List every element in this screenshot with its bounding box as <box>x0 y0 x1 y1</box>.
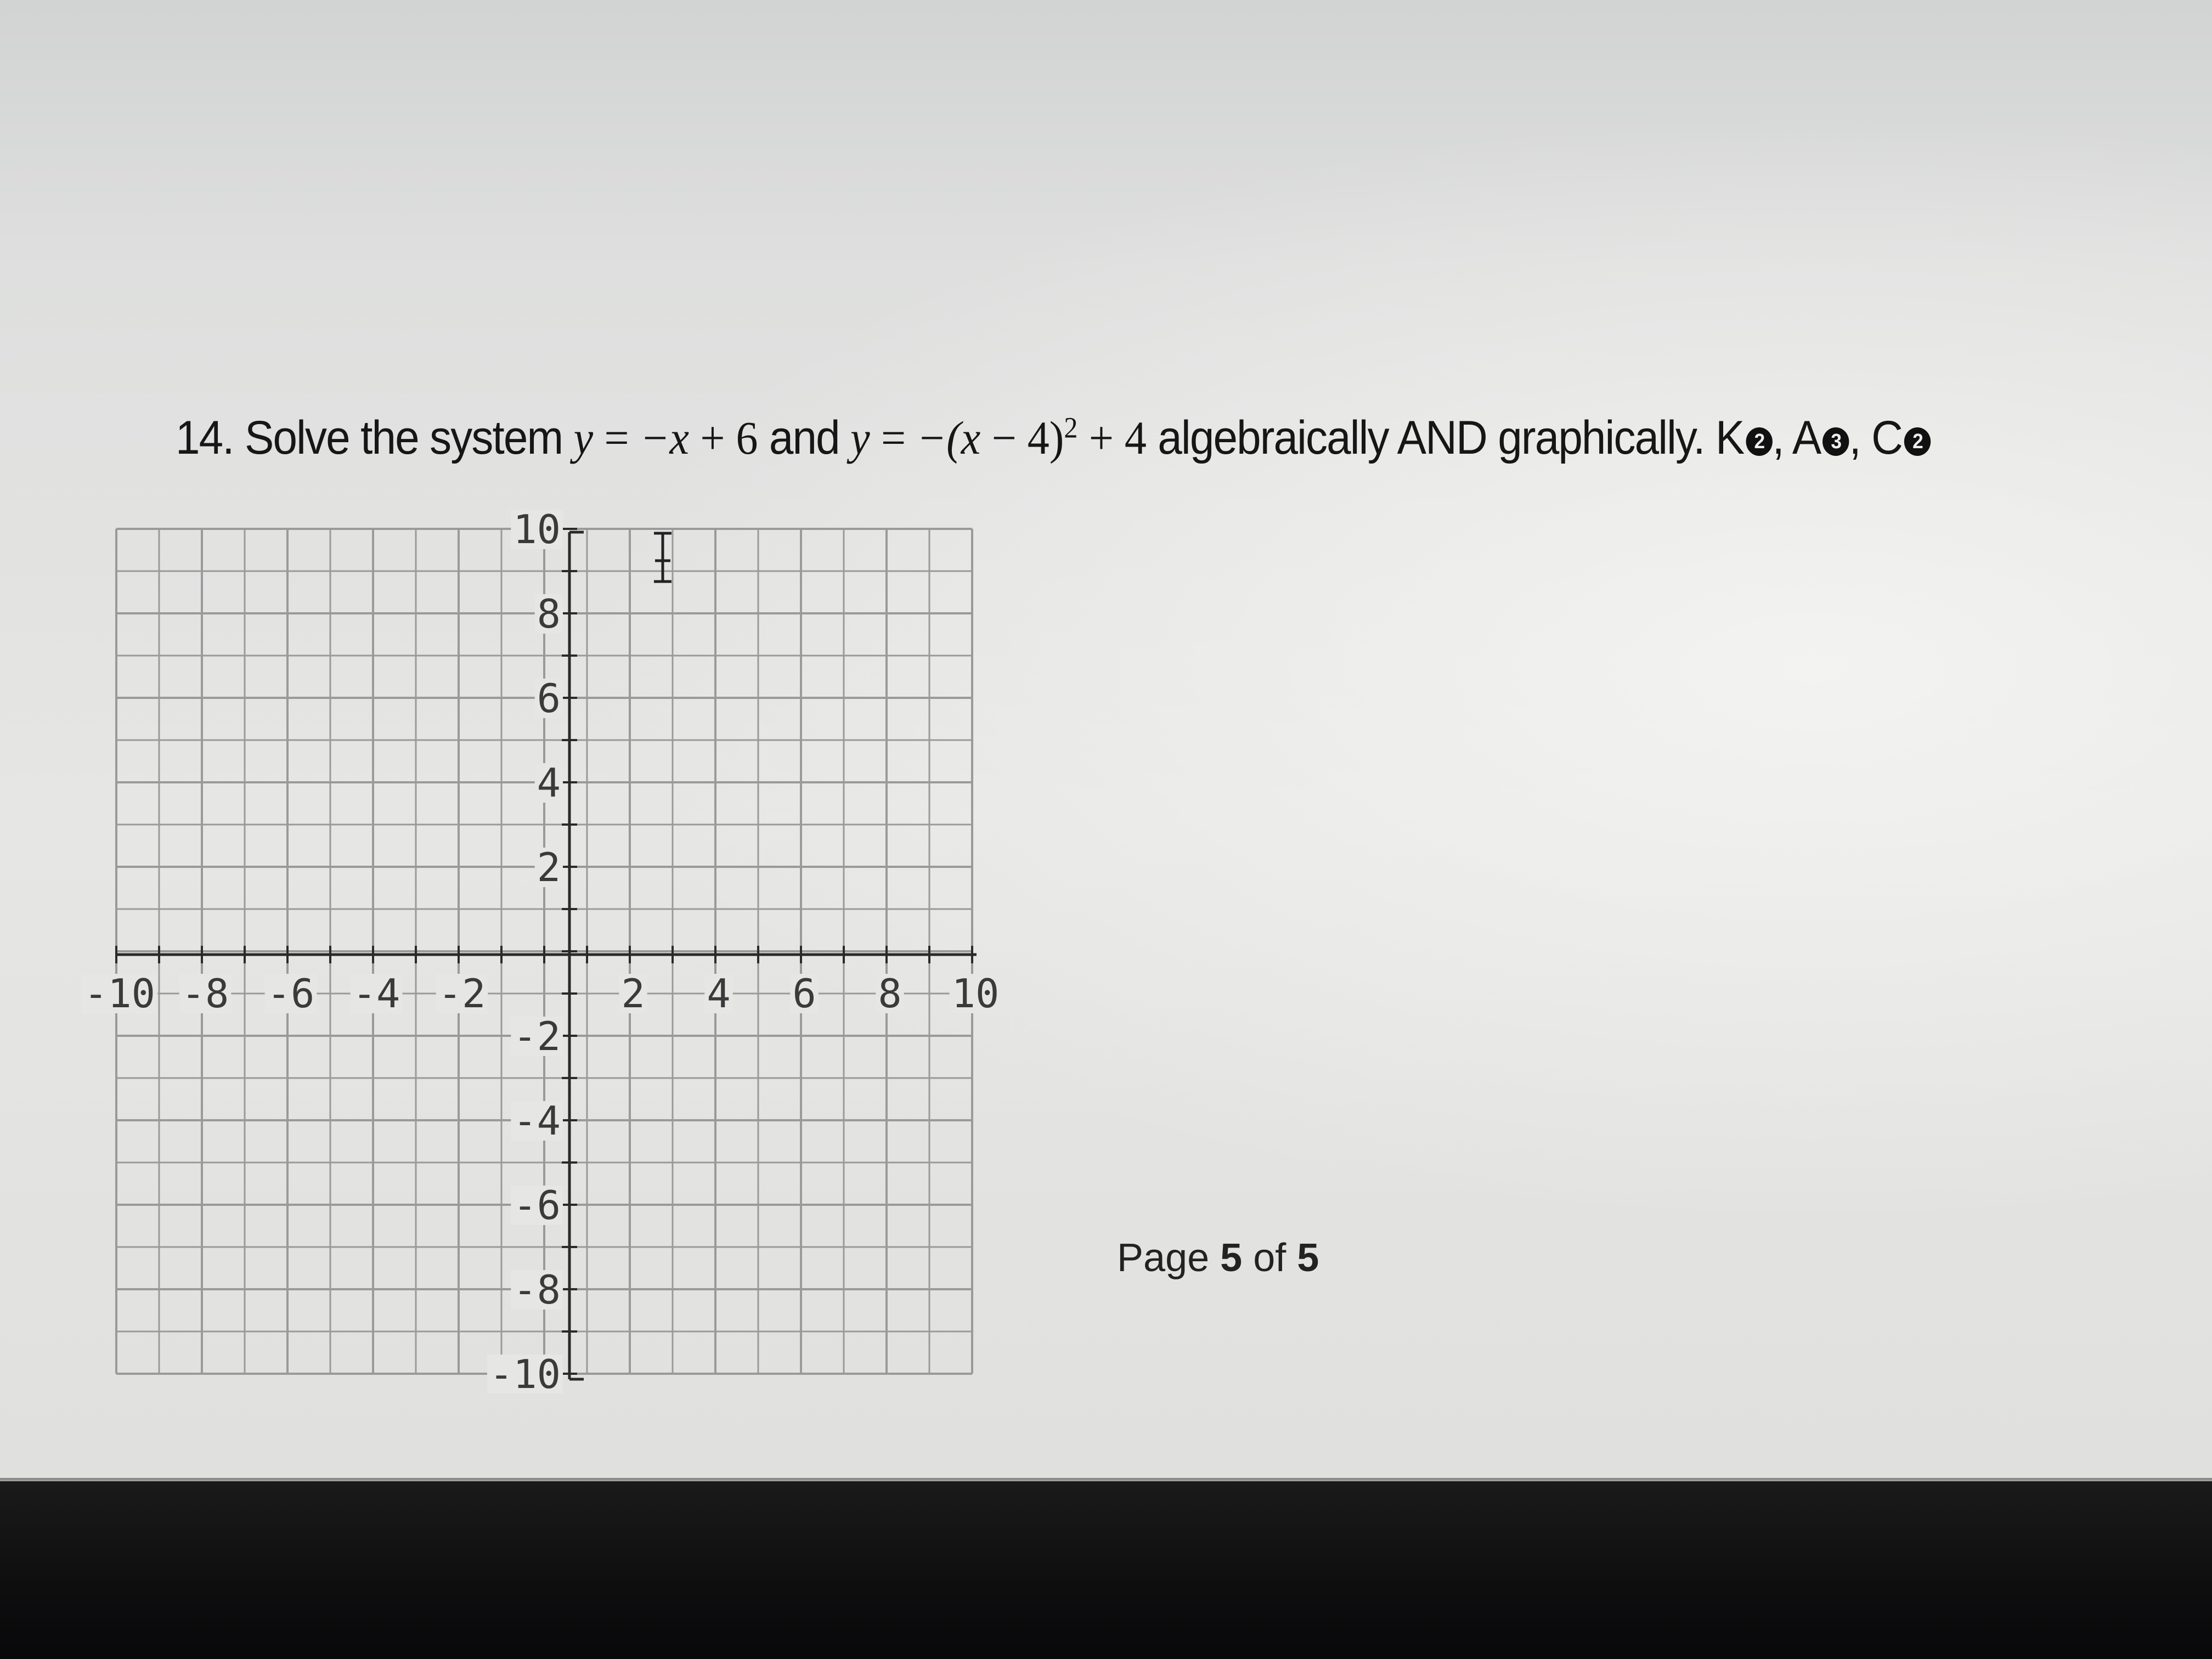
x-tick-label: -2 <box>438 970 486 1017</box>
x-tick-label: -10 <box>83 970 156 1017</box>
eq2-lhs: y <box>850 411 870 464</box>
x-tick-label: 6 <box>792 970 816 1017</box>
rubric-c-letter: C <box>1871 411 1903 464</box>
question-number: 14. <box>176 411 234 464</box>
eq2-rhs-a: −(x <box>917 411 981 464</box>
page-current: 5 <box>1220 1236 1243 1280</box>
rubric-k <box>1716 411 1773 464</box>
y-tick-label: -6 <box>513 1182 561 1228</box>
y-tick-label: 2 <box>537 844 561 890</box>
rubric-a-letter: A <box>1792 411 1821 464</box>
y-tick-label: 10 <box>513 506 561 552</box>
x-tick-label: 10 <box>951 970 1000 1017</box>
rubric-k-badge: 2 <box>1746 427 1772 456</box>
rubric-a-badge: 3 <box>1822 427 1849 456</box>
coordinate-grid[interactable] <box>77 494 1009 1393</box>
y-tick-label: 6 <box>537 675 561 721</box>
eq2-rhs-b: − 4) <box>991 411 1064 464</box>
x-tick-label: -6 <box>267 970 315 1017</box>
eq2-exponent: 2 <box>1064 411 1078 444</box>
page-prefix: Page <box>1117 1236 1210 1280</box>
y-tick-label: -10 <box>489 1351 561 1393</box>
rubric-c <box>1871 411 1931 464</box>
rubric-k-letter: K <box>1715 411 1744 464</box>
x-tick-label: -4 <box>352 970 400 1017</box>
rubric-c-badge: 2 <box>1904 427 1931 456</box>
page-indicator <box>1117 1235 1319 1280</box>
y-tick-label: 4 <box>537 760 561 806</box>
x-tick-label: 2 <box>621 970 645 1017</box>
monitor-bezel <box>0 1481 2212 1659</box>
y-tick-label: -4 <box>513 1098 561 1144</box>
question-lead: Solve the system <box>244 411 563 464</box>
eq1-rhs-a: −x <box>640 411 690 464</box>
rubric-a <box>1792 411 1849 464</box>
question-connector: and <box>769 411 839 464</box>
page-total: 5 <box>1297 1236 1319 1280</box>
x-tick-label: 8 <box>878 970 902 1017</box>
eq2-rhs-c: + 4 <box>1088 411 1147 464</box>
question-text: 14. Solve the system y = −x + 6 and $y = -(x - 4)^2 + 4$ algebraically AND graphically. K 2 , A 3 , C 2 <box>176 410 1931 465</box>
y-tick-label: -2 <box>513 1013 561 1059</box>
tick-labels <box>82 506 1001 1393</box>
page-of: of <box>1253 1236 1286 1280</box>
eq1-rhs-b: + 6 <box>700 411 758 464</box>
x-tick-label: -8 <box>181 970 229 1017</box>
question-tail: algebraically AND graphically. <box>1158 411 1705 464</box>
y-tick-label: -8 <box>513 1267 561 1313</box>
text-cursor-icon <box>651 531 675 584</box>
x-tick-label: 4 <box>707 970 731 1017</box>
eq1-lhs: y <box>573 411 594 464</box>
y-tick-label: 8 <box>537 591 561 637</box>
